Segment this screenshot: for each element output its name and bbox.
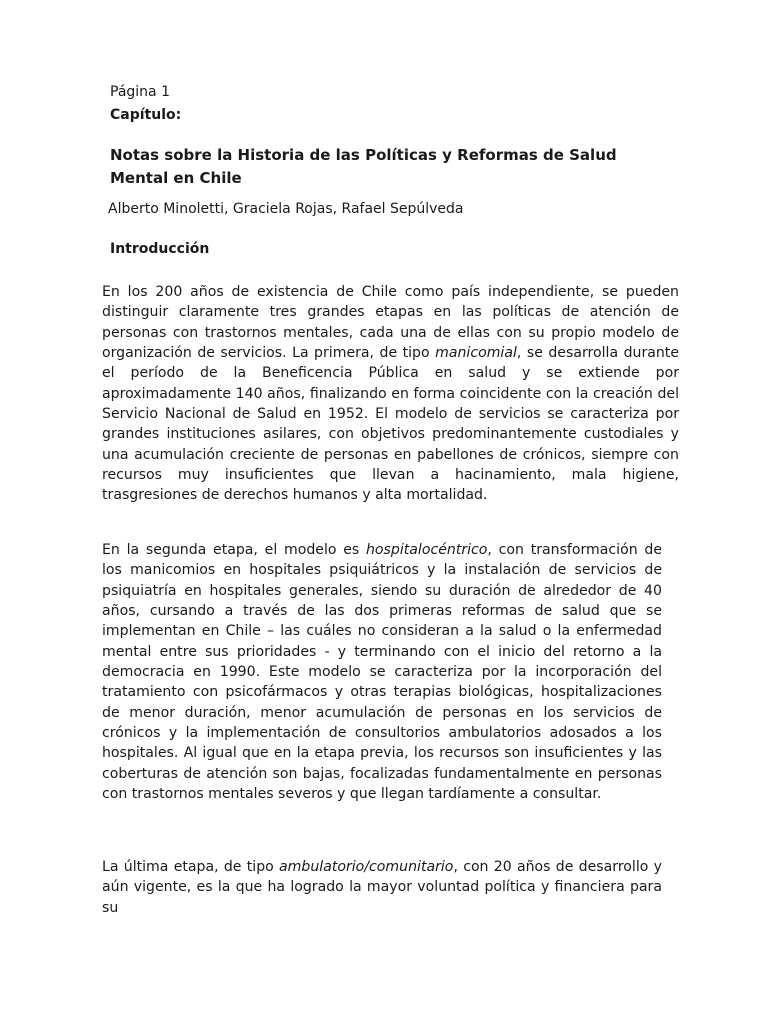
body-paragraph-3 [102, 857, 662, 918]
paragraph-text: En los 200 años de existencia de Chile como país independiente, se pueden distinguir claramente tres grandes etapas en las políticas de atención de personas con trastornos mentales, cada una de ellas con su propio modelo de organización de servicios. La primera, de tipo [102, 284, 679, 362]
authors-line: Alberto Minoletti, Graciela Rojas, Rafael Sepúlveda [108, 201, 464, 217]
page-number: Página 1 [110, 84, 170, 100]
paragraph-text: La última etapa, de tipo [102, 859, 280, 875]
document-title: Notas sobre la Historia de las Políticas y Reformas de Salud Mental en Chile [110, 146, 617, 187]
paragraph-text: , con transformación de los manicomios en hospitales psiquiátricos y la instalación de servicios de psiquiatría en hospitales generales, siendo su duración de alrededor de 40 años, cursando a través de las dos primeras reformas de salud que se implementan en Chile – las cuáles no consideran a la salud o la enfermedad mental entre sus prioridades - y terminando con el inicio del retorno a la democracia en 1990. Este modelo se caracteriza por la incorporación del tratamiento con psicofármacos y otras terapias biológicas, hospitalizaciones de menor duración, menor acumulación de personas en los servicios de crónicos y la implementación de consultorios ambulatorios adosados a los hospitales. Al igual que en la etapa previa, los recursos son insuficientes y las coberturas de atención son bajas, focalizadas fundamentalmente en personas con trastornos mentales severos y que llegan tardíamente a consultar. [102, 542, 662, 803]
body-paragraph-1 [102, 282, 679, 506]
paragraph-text: , se desarrolla durante el período de la Beneficencia Pública en salud y se extiende por aproximadamente 140 años, finalizando en forma coincidente con la creación del Servicio Nacional de Salud en 1952. El modelo de servicios se caracteriza por grandes instituciones asilares, con objetivos predominantemente custodiales y una acumulación creciente de personas en pabellones de crónicos, siempre con recursos muy insuficientes que llevan a hacinamiento, mala higiene, trasgresiones de derechos humanos y alta mortalidad. [102, 345, 680, 504]
chapter-label: Capítulo: [110, 107, 182, 123]
emphasized-term: manicomial [435, 345, 517, 362]
paragraph-text: , con 20 años de desarrollo y aún vigente, es la que ha logrado la mayor voluntad política y financiera para su [102, 859, 662, 916]
emphasized-term: hospitalocéntrico [366, 542, 488, 558]
body-paragraph-2 [102, 540, 662, 804]
emphasized-term: ambulatorio/comunitario [279, 859, 454, 875]
paragraph-text: En la segunda etapa, el modelo es [102, 542, 366, 558]
section-heading: Introducción [110, 241, 210, 257]
